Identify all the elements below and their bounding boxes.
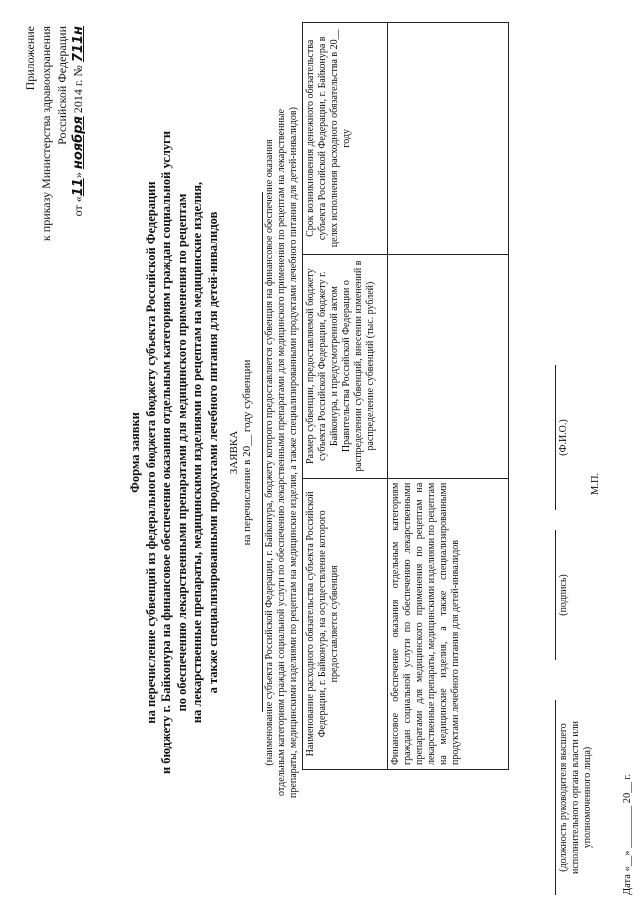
position-signature-field <box>555 700 594 895</box>
form-title <box>128 70 221 835</box>
signature-field <box>555 530 570 660</box>
cell-obligation-deadline <box>388 23 509 255</box>
subject-caption <box>262 70 300 835</box>
order-prefix: от « <box>71 196 85 217</box>
subject-name-line <box>262 193 263 713</box>
table-row <box>388 23 509 770</box>
date-line: Дата «__» ________ 20__ г. <box>622 773 633 895</box>
header-obligation-name: Наименование расходного обязательства субъекта Российской Федерации, г. Байконура, на осуществление которого предоставляется субвенция <box>303 478 388 769</box>
zayavka-subtitle: на перечисление в 20__ году субвенции <box>241 359 253 546</box>
table-header-row <box>303 23 388 770</box>
order-mid: » <box>71 172 85 179</box>
order-month: ноября <box>71 116 86 170</box>
subject-caption-line-1: (наименование субъекта Российской Федерации, г. Байконура, бюджету которого предоставляется субвенция на финансовое обеспечение оказания <box>264 139 275 766</box>
name-field <box>555 365 570 510</box>
order-day: 11 <box>71 178 86 197</box>
subvention-table <box>302 22 509 770</box>
signature-caption: (подпись) <box>558 574 569 616</box>
order-year: 2014 г. № <box>71 65 85 114</box>
zayavka-title: ЗАЯВКА <box>228 430 240 475</box>
form-title-line-6: а также специализированными продуктами лечебного питания для детей-инвалидов <box>205 211 220 694</box>
form-title-line-1: Форма заявки <box>128 412 142 493</box>
appendix-block <box>22 26 87 326</box>
subject-caption-line-3: препараты, медицинскими изделиями по рецептам на медицинские изделия, а также специализированными продуктами лечебного питания для детей-инвалидов) <box>288 107 299 798</box>
appendix-line-2: Российской Федерации <box>55 26 69 145</box>
form-title-line-5: на лекарственные препараты, медицинскими изделиями по рецептам на медицинские изделия, <box>190 181 204 724</box>
position-caption: (должность руководителя высшего исполнительного органа власти или уполномоченного лица) <box>558 721 593 874</box>
cell-obligation-name: Финансовое обеспечение оказания отдельным категориям граждан социальной услуги по обеспечению лекарственными препаратами для медицинского применения по рецептам на лекарственные препараты, медицинскими изделиями по рецептам на медицинские изделия, а также специализированными продуктами лечебного питания для детей-инвалидов <box>388 478 509 769</box>
zayavka-heading <box>228 70 254 835</box>
header-subvention-amount: Размер субвенции, предоставляемой бюджету субъекта Российской Федерации, бюджету г. Байконура, и предусмотренной актом Правительства Российской Федерации о распределении субвенций, внесении изменений в распределение субвенций (тыс. рублей) <box>303 254 388 478</box>
form-title-line-3: и бюджету г. Байконура на финансовое обеспечение оказания отдельным категориям граждан социальной услуги <box>159 130 173 775</box>
cell-subvention-amount <box>388 254 509 478</box>
appendix-title: Приложение <box>23 26 37 91</box>
subject-caption-line-2: отдельным категориям граждан социальной услуги по обеспечению лекарственными препаратами для медицинского применения по рецептам на лекарственные <box>276 109 287 796</box>
name-caption: (Ф.И.О.) <box>558 419 569 456</box>
form-title-line-2: на перечисление субвенций из федерального бюджета бюджету субъекта Российской Федерации <box>143 181 158 724</box>
form-title-line-4: по обеспечению лекарственными препаратами для медицинского применения по рецептам <box>174 193 189 712</box>
appendix-line-1: к приказу Министерства здравоохранения <box>39 26 53 242</box>
order-number: 711н <box>71 26 86 63</box>
header-obligation-deadline: Срок возникновения денежного обязательства субъекта Российской Федерации, г. Байконура в целях исполнения расходного обязательства в 20__ году <box>303 23 388 255</box>
order-date-line <box>70 26 87 326</box>
stamp-place: М.П. <box>590 472 601 495</box>
